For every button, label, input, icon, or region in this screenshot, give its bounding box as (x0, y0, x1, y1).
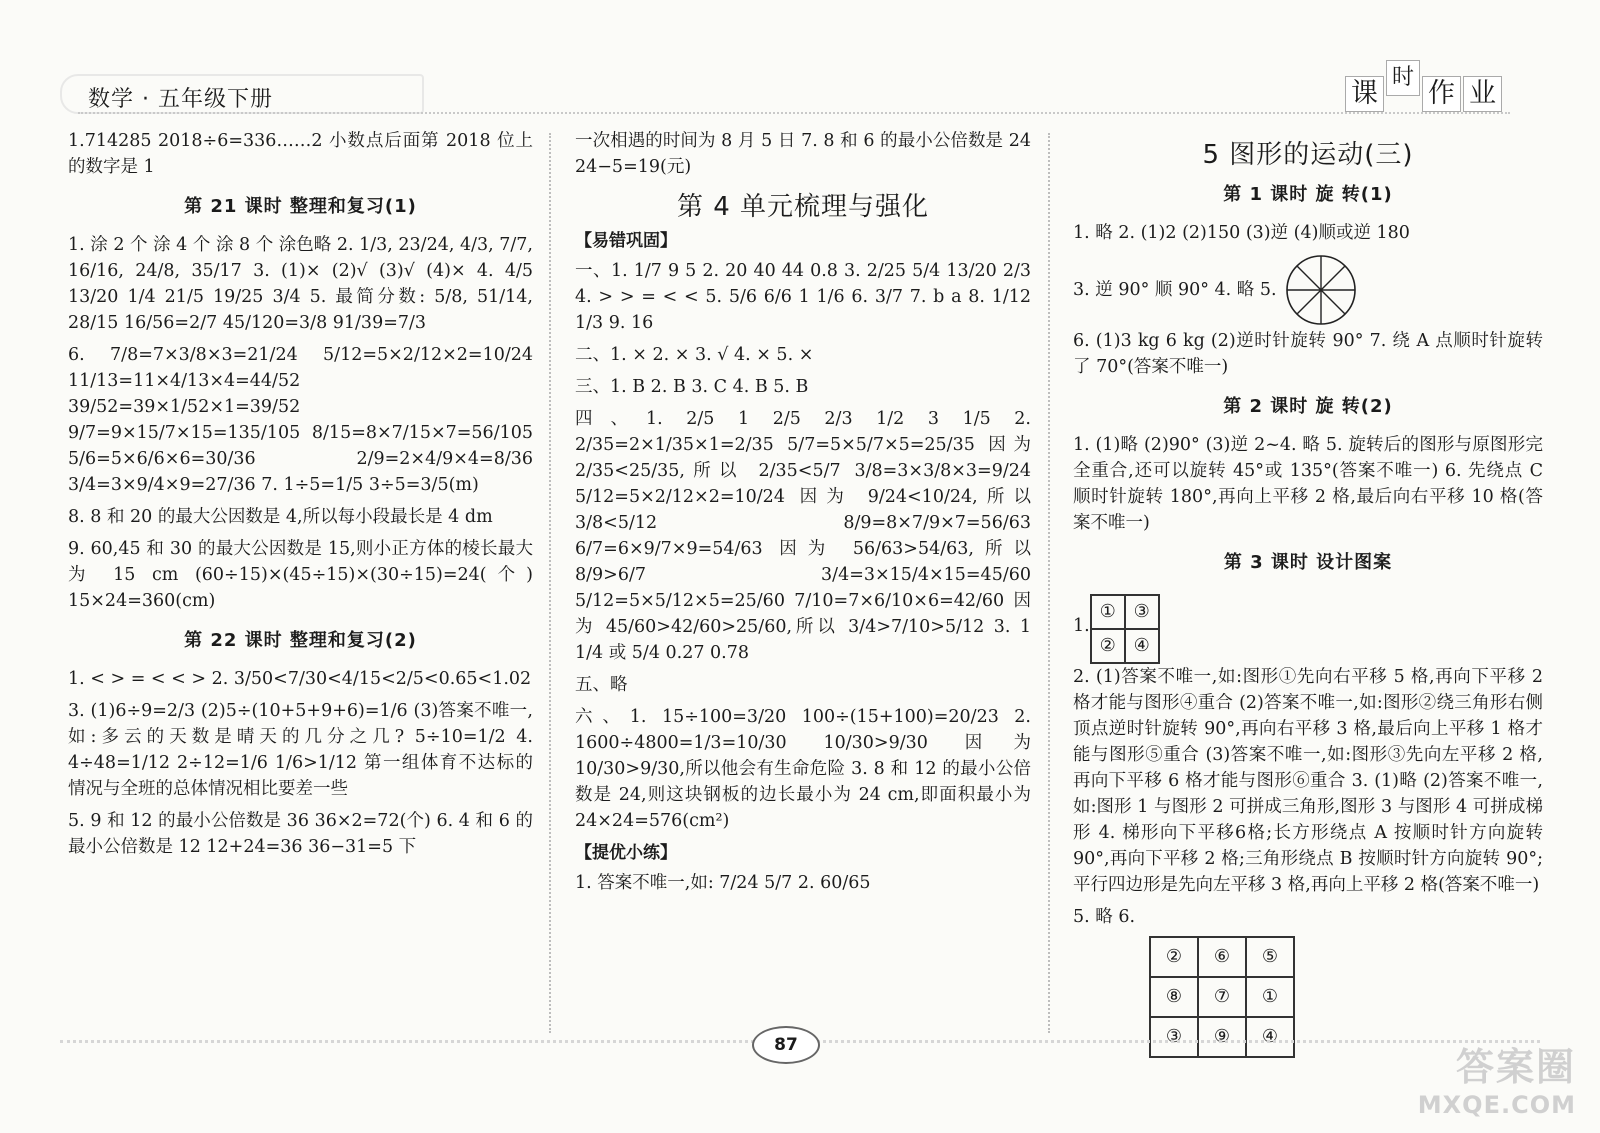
item-number: 1. (1073, 616, 1090, 636)
answer-paragraph: 3. (1)6÷9=2/3 (2)5÷(10+5+9+6)=1/6 (3)答案不唯一,如:多云的天数是晴天的几分之几? 5÷10=1/2 4. 4÷48=1/12 2÷12=1/6 1/6>1/12 第一组体育不达标的情况与全班的总体情况相比要差一些 (68, 701, 533, 799)
answer-paragraph: 二、1. × 2. × 3. √ 4. × 5. × (575, 345, 814, 365)
grid-cell: ③ (1125, 595, 1159, 629)
brand-char: 业 (1463, 76, 1502, 112)
answer-paragraph: 1. 答案不唯一,如: 7/24 5/7 2. 60/65 (575, 873, 871, 893)
unit-title-4: 第 4 单元梳理与强化 (676, 192, 930, 222)
book-title: 数学 · 五年级下册 (88, 87, 273, 112)
column-middle (575, 128, 1031, 902)
answer-paragraph: 三、1. B 2. B 3. C 4. B 5. B (575, 377, 809, 397)
page-number: 87 (752, 1026, 820, 1064)
grid-cell: ⑥ (1198, 937, 1246, 977)
brand-logo (1343, 65, 1502, 112)
answer-paragraph: 6. 7/8=7×3/8×3=21/24 5/12=5×2/12×2=10/24 11/13=11×4/13×4=44/52 39/52=39×1/52×1=39/52 9/7=9×15/7×15=135/105 8/15=8×7/15×7=56/105 5/6=5×6/6×6=30/36 2/9=2×4/9×4=8/36 3/4=3×9/4×9=27/36 7. 1÷5=1/5 3÷5=3/5(m) (68, 345, 533, 495)
grid-cell: ⑦ (1198, 977, 1246, 1017)
rotation-wheel-figure (1283, 252, 1359, 328)
answer-paragraph: 1.714285 2018÷6=336……2 小数点后面第 2018 位上的数字是 1 (68, 131, 533, 177)
watermark-url: MXQE.COM (1417, 1091, 1576, 1119)
lesson-title-21: 第 21 课时 整理和复习(1) (184, 196, 417, 217)
brand-char: 课 (1345, 76, 1384, 112)
column-divider (549, 133, 551, 1033)
answer-paragraph: 9. 60,45 和 30 的最大公因数是 15,则小正方体的棱长最大为 15 cm (60÷15)×(45÷15)×(30÷15)=24(个) 15×24=360(cm) (68, 539, 533, 611)
answer-paragraph: 1. < > = < < > 2. 3/50<7/30<4/15<2/5<0.65<1.02 (68, 669, 532, 689)
section-label-yicuo: 【易错巩固】 (575, 231, 677, 251)
answer-paragraph: 2. (1)答案不唯一,如:图形①先向右平移 5 格,再向下平移 2 格才能与图形④重合 (2)答案不唯一,如:图形②绕三角形右侧顶点逆时针旋转 90°,再向右平移 3 格,最后向上平移 1 格才能与图形⑤重合 (3)答案不唯一,如:图形③先向左平移 2 格,再向下平移 6 格才能与图形⑥重合 3. (1)略 (2)答案不唯一,如:图形 1 与图形 2 可拼成三角形,图形 3 与图形 4 可拼成梯形 4. 梯形向下平移6格;长方形绕点 A 按顺时针方向旋转 90°,再向下平移 2 格;三角形绕点 B 按顺时针方向旋转 90°;平行四边形是先向左平移 3 格,再向上平移 2 格(答案不唯一) (1073, 667, 1543, 895)
unit-title-5: 5 图形的运动(三) (1202, 140, 1414, 170)
site-watermark (1418, 1036, 1576, 1119)
answer-paragraph: 一、1. 1/7 9 5 2. 20 40 44 0.8 3. 2/25 5/4 13/20 2/3 4. > > = < < 5. 5/6 6/6 1 1/6 6. 3/7 7. b a 8. 1/12 1/3 9. 16 (575, 261, 1031, 333)
page-header (0, 0, 1600, 125)
answer-paragraph: 6. (1)3 kg 6 kg (2)逆时针旋转 90° 7. 绕 A 点顺时针旋转了 70°(答案不唯一) (1073, 331, 1543, 377)
section-label-tiyou: 【提优小练】 (575, 843, 677, 863)
grid-cell: ⑤ (1246, 937, 1294, 977)
column-divider (1048, 133, 1050, 1033)
grid-cell: ⑧ (1150, 977, 1198, 1017)
grid-cell: ② (1150, 937, 1198, 977)
answer-paragraph: 5. 略 6. (1073, 907, 1136, 927)
brand-char: 作 (1422, 76, 1461, 112)
lesson-title-22: 第 22 课时 整理和复习(2) (184, 630, 417, 651)
lesson-title-design: 第 3 课时 设计图案 (1223, 552, 1393, 573)
grid-cell: ④ (1246, 1017, 1294, 1057)
header-divider (78, 112, 1510, 116)
answer-paragraph: 1. 涂 2 个 涂 4 个 涂 8 个 涂色略 2. 1/3, 23/24, 4/3, 7/7, 16/16, 24/8, 35/17 3. (1)× (2)√ (3)√ (4)× 4. 4/5 13/20 1/4 21/5 19/25 3/4 5. 最简分数: 5/8, 51/14, 28/15 16/56=2/7 45/120=3/8 91/39=7/3 (68, 235, 533, 333)
answer-paragraph: 1. (1)略 (2)90° (3)逆 2~4. 略 5. 旋转后的图形与原图形完全重合,还可以旋转 45°或 135°(答案不唯一) 6. 先绕点 C 顺时针旋转 180°,再向上平移 2 格,最后向右平移 10 格(答案不唯一) (1073, 435, 1543, 533)
grid-cell: ③ (1150, 1017, 1198, 1057)
answer-paragraph: 3. 逆 90° 顺 90° 4. 略 5. (1073, 280, 1277, 300)
answer-paragraph: 一次相遇的时间为 8 月 5 日 7. 8 和 6 的最小公倍数是 24 24−5=19(元) (575, 131, 1031, 177)
watermark-text: 答案圈 (1455, 1045, 1576, 1089)
grid-cell: ② (1091, 629, 1125, 663)
answer-paragraph: 5. 9 和 12 的最小公倍数是 36 36×2=72(个) 6. 4 和 6 的最小公倍数是 12 12+24=36 36−31=5 下 (68, 811, 533, 857)
grid-cell: ① (1246, 977, 1294, 1017)
grid-cell: ① (1091, 595, 1125, 629)
grid-cell: ④ (1125, 629, 1159, 663)
lesson-title-rotation-1: 第 1 课时 旋 转(1) (1223, 184, 1393, 205)
answer-paragraph: 六、1. 15÷100=3/20 100÷(15+100)=20/23 2. 1600÷4800=1/3=10/30 10/30>9/30 因为 10/30>9/30,所以他会有生命危险 3. 8 和 12 的最小公倍数是 24,则这块钢板的边长最小为 24 cm,即面积最小为 24×24=576(cm²) (575, 707, 1031, 831)
answer-paragraph: 1. 略 2. (1)2 (2)150 (3)逆 (4)顺或逆 180 (1073, 223, 1410, 243)
grid-cell: ⑨ (1198, 1017, 1246, 1057)
small-number-grid (1090, 594, 1160, 664)
brand-char: 时 (1386, 60, 1420, 96)
answer-paragraph: 四、1. 2/5 1 2/5 2/3 1/2 3 1/5 2. 2/35=2×1/35×1=2/35 5/7=5×5/7×5=25/35 因为 2/35<25/35,所以 2/35<5/7 3/8=3×3/8×3=9/24 5/12=5×2/12×2=10/24 因为 9/24<10/24,所以 3/8<5/12 8/9=8×7/9×7=56/63 6/7=6×9/7×9=54/63 因为 56/63>54/63,所以 8/9>6/7 3/4=3×15/4×15=45/60 5/12=5×5/12×5=25/60 7/10=7×6/10×6=42/60 因为 45/60>42/60>25/60,所以 3/4>7/10>5/12 3. 1 1/4 或 5/4 0.27 0.78 (575, 409, 1031, 663)
answer-with-figure (1073, 252, 1543, 328)
answer-paragraph: 五、略 (575, 675, 628, 695)
answer-with-grid (1073, 588, 1543, 664)
lesson-title-rotation-2: 第 2 课时 旋 转(2) (1223, 396, 1393, 417)
column-left (68, 128, 533, 866)
answer-paragraph: 8. 8 和 20 的最大公因数是 4,所以每小段最长是 4 dm (68, 507, 493, 527)
column-right (1073, 128, 1543, 1058)
